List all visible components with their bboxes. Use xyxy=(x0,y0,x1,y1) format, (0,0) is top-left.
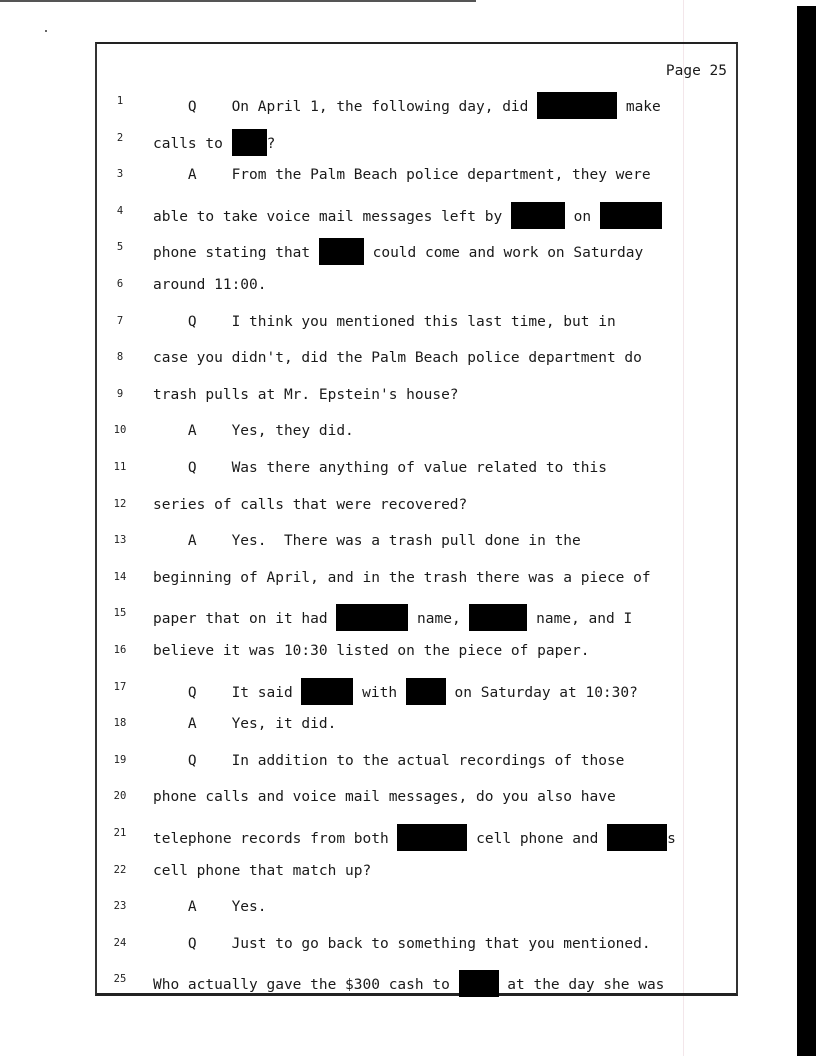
text-segment: able to take voice mail messages left by xyxy=(153,208,511,225)
text-segment: Who actually gave the $300 cash to xyxy=(153,977,459,994)
text-segment: phone calls and voice mail messages, do you also have xyxy=(153,789,616,806)
transcript-line xyxy=(0,787,760,809)
line-number: 8 xyxy=(116,351,124,364)
redaction-box xyxy=(232,129,267,156)
line-number: 12 xyxy=(113,497,127,510)
text-segment: believe it was 10:30 listed on the piece of paper. xyxy=(153,643,590,659)
redaction-box xyxy=(397,824,467,851)
redaction-box xyxy=(406,678,446,705)
line-text xyxy=(153,531,581,551)
line-number: 14 xyxy=(113,570,127,583)
redaction-box xyxy=(336,604,408,631)
redaction-box xyxy=(511,202,565,229)
line-number: 4 xyxy=(116,204,124,217)
text-segment: around 11:00. xyxy=(153,277,267,293)
transcript-line xyxy=(0,970,760,992)
redaction-box xyxy=(301,678,353,705)
line-text xyxy=(153,275,267,295)
text-segment: on xyxy=(564,208,600,225)
line-text xyxy=(153,604,632,631)
line-number: 13 xyxy=(113,534,127,547)
line-text xyxy=(153,421,354,441)
line-number: 10 xyxy=(113,424,127,437)
line-text xyxy=(153,970,664,997)
text-segment: case you didn't, did the Palm Beach police department do xyxy=(153,350,642,367)
text-segment: paper that on it had xyxy=(153,611,337,628)
redaction-box xyxy=(607,824,667,851)
line-number: 7 xyxy=(116,314,124,327)
redaction-box xyxy=(469,604,527,631)
line-text xyxy=(153,934,651,954)
text-segment: could come and work on Saturday xyxy=(363,245,644,262)
text-segment: trash pulls at Mr. Epstein's house? xyxy=(153,386,459,403)
line-text xyxy=(153,129,275,156)
line-text xyxy=(153,787,616,807)
transcript-line xyxy=(0,165,760,187)
transcript-line xyxy=(0,531,760,553)
line-text xyxy=(153,678,638,705)
transcript-line xyxy=(0,568,760,590)
line-text xyxy=(153,312,616,332)
redaction-box xyxy=(600,202,662,229)
line-text xyxy=(153,165,651,185)
line-text xyxy=(153,751,624,771)
line-text xyxy=(153,861,371,881)
text-segment: with xyxy=(353,684,406,701)
transcript-line xyxy=(0,678,760,700)
line-number: 23 xyxy=(113,900,127,913)
text-segment: beginning of April, and in the trash there was a piece of xyxy=(153,569,651,586)
redaction-box xyxy=(459,970,499,997)
transcript-line xyxy=(0,129,760,151)
text-segment: at the day she was xyxy=(498,977,665,994)
text-segment: Q It said xyxy=(153,684,302,701)
line-number: 1 xyxy=(116,95,124,107)
line-number: 20 xyxy=(113,790,127,803)
text-segment: telephone records from both xyxy=(153,831,398,847)
line-number: 16 xyxy=(113,644,127,656)
text-segment: A Yes, they did. xyxy=(153,423,354,440)
text-segment: ? xyxy=(266,135,276,152)
line-text xyxy=(153,641,590,661)
text-segment: make xyxy=(617,99,661,115)
text-segment: phone stating that xyxy=(153,245,319,262)
text-segment: name, and I xyxy=(527,611,633,628)
line-text xyxy=(153,348,642,368)
line-text xyxy=(153,897,267,917)
text-segment: cell phone that match up? xyxy=(153,862,372,879)
line-text xyxy=(153,495,467,515)
transcript-line xyxy=(0,751,760,773)
redaction-box xyxy=(319,238,364,265)
transcript-line xyxy=(0,934,760,956)
transcript-line xyxy=(0,348,760,370)
line-number: 19 xyxy=(113,753,127,766)
text-segment: s xyxy=(667,831,676,847)
transcript-line xyxy=(0,385,760,407)
scan-speck xyxy=(45,30,47,32)
line-number: 17 xyxy=(113,680,127,693)
line-number: 25 xyxy=(113,973,127,986)
text-segment: series of calls that were recovered? xyxy=(153,496,468,513)
text-segment: cell phone and xyxy=(467,831,608,847)
line-text xyxy=(153,202,662,229)
line-text xyxy=(153,714,336,734)
line-number: 11 xyxy=(113,461,127,473)
transcript-line xyxy=(0,458,760,480)
text-segment: name, xyxy=(408,611,470,628)
line-number: 2 xyxy=(116,131,124,144)
top-edge-rule xyxy=(0,0,476,2)
text-segment: Q In addition to the actual recordings of those xyxy=(153,752,625,769)
line-text xyxy=(153,92,661,119)
text-segment: calls to xyxy=(153,135,232,152)
text-segment: A Yes, it did. xyxy=(153,716,337,733)
transcript-line xyxy=(0,238,760,260)
line-number: 5 xyxy=(116,241,124,254)
line-number: 15 xyxy=(113,607,127,620)
transcript-line xyxy=(0,897,760,919)
line-text xyxy=(153,238,643,265)
transcript-line xyxy=(0,92,760,114)
line-number: 18 xyxy=(113,717,127,730)
text-segment: A From the Palm Beach police department, they were xyxy=(153,167,651,184)
line-number: 22 xyxy=(113,863,127,876)
redaction-box xyxy=(537,92,617,119)
text-segment: Q Just to go back to something that you mentioned. xyxy=(153,935,651,952)
transcript-line xyxy=(0,641,760,663)
line-text xyxy=(153,568,651,588)
line-number: 21 xyxy=(113,827,127,839)
line-text xyxy=(153,385,459,405)
line-number: 9 xyxy=(116,387,124,400)
text-segment: A Yes. There was a trash pull done in the xyxy=(153,533,581,550)
transcript-line xyxy=(0,421,760,443)
transcript-line xyxy=(0,604,760,626)
line-text xyxy=(153,458,607,478)
scan-right-edge-bar xyxy=(797,6,816,1056)
transcript-line xyxy=(0,312,760,334)
text-segment: Q Was there anything of value related to this xyxy=(153,460,607,476)
text-segment: on Saturday at 10:30? xyxy=(445,684,638,701)
line-number: 24 xyxy=(113,936,127,949)
transcript-line xyxy=(0,202,760,224)
text-segment: Q I think you mentioned this last time, but in xyxy=(153,313,616,330)
line-number: 6 xyxy=(116,278,124,290)
text-segment: Q On April 1, the following day, did xyxy=(153,99,538,115)
transcript-line xyxy=(0,275,760,297)
page-number-label: Page 25 xyxy=(665,63,727,79)
line-number: 3 xyxy=(116,168,124,181)
text-segment: A Yes. xyxy=(153,899,267,916)
transcript-line xyxy=(0,861,760,883)
transcript-line xyxy=(0,714,760,736)
transcript-line xyxy=(0,824,760,846)
transcript-line xyxy=(0,495,760,517)
line-text xyxy=(153,824,676,851)
